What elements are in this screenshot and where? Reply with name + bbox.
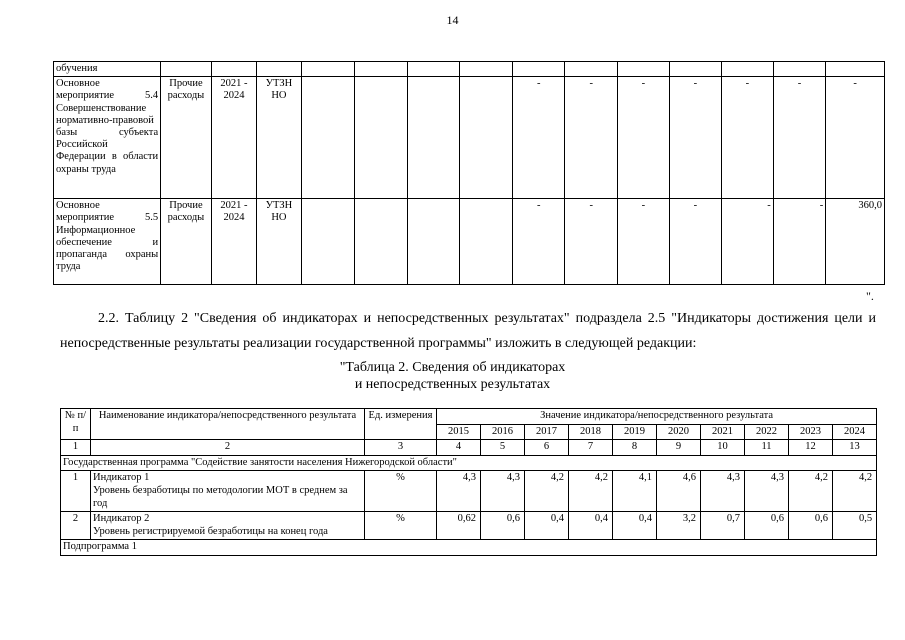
- expense-type: Прочие расходы: [161, 77, 212, 199]
- indicator-label: Индикатор 2: [93, 513, 150, 525]
- header-year: 2016: [481, 424, 525, 440]
- header-value-group: Значение индикатора/непосредственного результата: [437, 409, 877, 425]
- value-cell: -: [773, 199, 826, 285]
- column-numbers-row: [61, 440, 877, 456]
- value-cell: 0,5: [833, 512, 877, 540]
- value-cell: 0,6: [481, 512, 525, 540]
- closing-quote: ".: [866, 289, 874, 303]
- value-cell: 0,6: [789, 512, 833, 540]
- indicators-table: [60, 408, 877, 556]
- table-caption: [0, 359, 905, 393]
- value-cell: -: [512, 199, 565, 285]
- header-year: 2022: [745, 424, 789, 440]
- value-cell: 0,7: [701, 512, 745, 540]
- value-cell: -: [826, 77, 885, 199]
- activity-description: Основное мероприятие 5.4 Совершенствование нормативно-правовой базы субъекта Российской Федерации в области охраны труда: [54, 77, 161, 199]
- value-cell: -: [618, 77, 670, 199]
- value-cell: 4,1: [613, 471, 657, 512]
- column-number: 6: [525, 440, 569, 456]
- column-number: 9: [657, 440, 701, 456]
- program-title: Государственная программа "Содействие занятости населения Нижегородской области": [61, 455, 877, 471]
- header-unit: Ед. измерения: [365, 409, 437, 440]
- value-cell: 0,4: [613, 512, 657, 540]
- value-cell: 0,4: [569, 512, 613, 540]
- column-number: 5: [481, 440, 525, 456]
- indicator-name: [91, 471, 365, 512]
- value-cell: 4,2: [569, 471, 613, 512]
- value-cell: -: [512, 77, 565, 199]
- value-cell: -: [722, 77, 774, 199]
- header-year: 2024: [833, 424, 877, 440]
- header-year: 2018: [569, 424, 613, 440]
- row-number: 2: [61, 512, 91, 540]
- table-row: [61, 471, 877, 512]
- indicator-name: [91, 512, 365, 540]
- value-cell: 0,62: [437, 512, 481, 540]
- unit-cell: %: [365, 471, 437, 512]
- program-row: [61, 455, 877, 471]
- value-cell: -: [669, 199, 722, 285]
- indicator-description: Уровень регистрируемой безработицы на конец года: [93, 525, 328, 537]
- caption-line-2: и непосредственных результатах: [354, 377, 551, 392]
- value-cell: -: [722, 199, 774, 285]
- header-year: 2015: [437, 424, 481, 440]
- executor: УТЗН НО: [257, 199, 301, 285]
- activities-table: [53, 61, 885, 285]
- value-cell: 4,2: [525, 471, 569, 512]
- column-number: 1: [61, 440, 91, 456]
- column-number: 8: [613, 440, 657, 456]
- column-number: 13: [833, 440, 877, 456]
- header-row: [61, 409, 877, 425]
- value-cell: 0,4: [525, 512, 569, 540]
- subprogram-row: [61, 540, 877, 556]
- header-year: 2019: [613, 424, 657, 440]
- caption-line-1: "Таблица 2. Сведения об индикаторах: [339, 360, 566, 375]
- value-cell: 0,6: [745, 512, 789, 540]
- expense-type: Прочие расходы: [161, 199, 212, 285]
- subprogram-title: Подпрограмма 1: [61, 540, 877, 556]
- continuation-cell: обучения: [54, 62, 161, 77]
- value-cell: 3,2: [657, 512, 701, 540]
- column-number: 12: [789, 440, 833, 456]
- page-number: 14: [446, 13, 459, 27]
- table-row: [61, 512, 877, 540]
- header-year: 2021: [701, 424, 745, 440]
- value-cell: -: [618, 199, 670, 285]
- column-number: 10: [701, 440, 745, 456]
- column-number: 2: [91, 440, 365, 456]
- value-cell: 360,0: [826, 199, 885, 285]
- value-cell: 4,3: [701, 471, 745, 512]
- indicator-description: Уровень безработицы по методологии МОТ в среднем за год: [93, 484, 348, 509]
- continuation-row: [54, 62, 885, 77]
- header-year: 2017: [525, 424, 569, 440]
- value-cell: 4,3: [437, 471, 481, 512]
- table-row: [54, 199, 885, 285]
- activity-description: Основное мероприятие 5.5 Информационное обеспечение и пропаганда охраны труда: [54, 199, 161, 285]
- value-cell: 4,3: [745, 471, 789, 512]
- value-cell: -: [773, 77, 826, 199]
- value-cell: 4,2: [789, 471, 833, 512]
- indicator-label: Индикатор 1: [93, 472, 150, 484]
- period: 2021 - 2024: [211, 77, 256, 199]
- value-cell: -: [669, 77, 722, 199]
- column-number: 7: [569, 440, 613, 456]
- column-number: 4: [437, 440, 481, 456]
- column-number: 11: [745, 440, 789, 456]
- column-number: 3: [365, 440, 437, 456]
- row-number: 1: [61, 471, 91, 512]
- value-cell: 4,6: [657, 471, 701, 512]
- body-paragraph: 2.2. Таблицу 2 "Сведения об индикаторах и непосредственных результатах" подраздела 2.5 "Индикаторы достижения цели и непосредственные результаты реализации государственной программы" изложить в следующей редакции:: [60, 311, 876, 351]
- value-cell: 4,2: [833, 471, 877, 512]
- header-name: Наименование индикатора/непосредственного результата: [91, 409, 365, 440]
- value-cell: -: [565, 199, 618, 285]
- header-year: 2023: [789, 424, 833, 440]
- value-cell: 4,3: [481, 471, 525, 512]
- value-cell: -: [565, 77, 618, 199]
- header-year: 2020: [657, 424, 701, 440]
- executor: УТЗН НО: [257, 77, 301, 199]
- unit-cell: %: [365, 512, 437, 540]
- table-row: [54, 77, 885, 199]
- period: 2021 - 2024: [211, 199, 256, 285]
- header-num: № п/п: [61, 409, 91, 440]
